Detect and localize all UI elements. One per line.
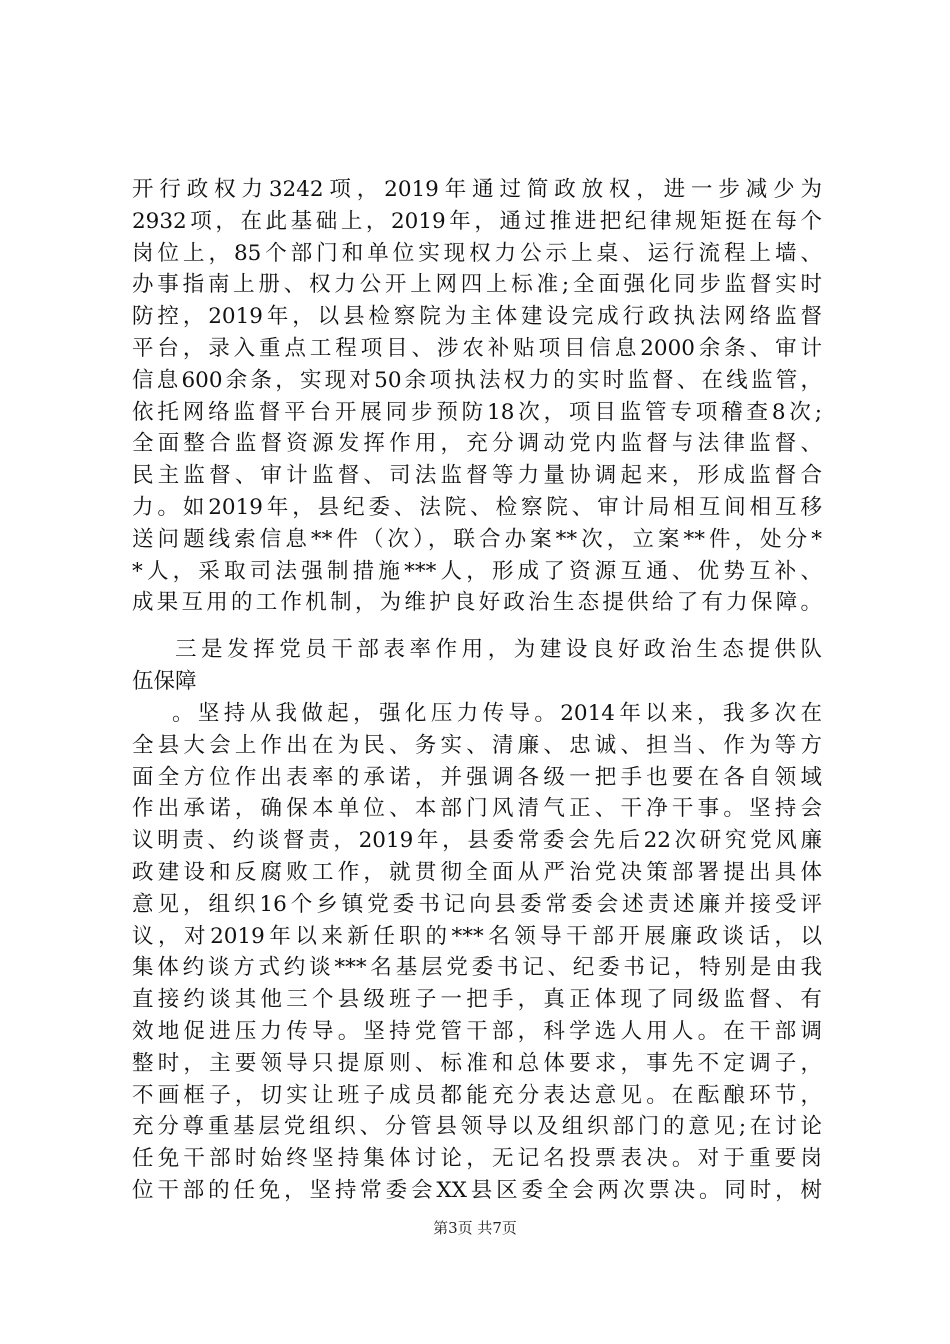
body-paragraph-2: [132, 698, 822, 1207]
text-line: 议明责、约谈督责，2019年，县委常委会先后22次研究党风廉: [132, 828, 822, 854]
text-line: 不画框子，切实让班子成员都能充分表达意见。在酝酿环节，: [132, 1082, 822, 1108]
text-line: 充分尊重基层党组织、分管县领导以及组织部门的意见;在讨论: [132, 1114, 822, 1140]
text-line: 平台，录入重点工程项目、涉农补贴项目信息2000余条、审计: [132, 335, 822, 361]
page-footer: 第3页 共7页: [433, 1219, 517, 1237]
text-line: 整时，主要领导只提原则、标准和总体要求，事先不定调子，: [132, 1050, 822, 1076]
heading-line: 三是发挥党员干部表率作用，为建设良好政治生态提供队: [175, 637, 822, 662]
body-paragraph-1: [132, 174, 822, 619]
text-line: 全面整合监督资源发挥作用，充分调动党内监督与法律监督、: [132, 431, 822, 457]
text-line: 全县大会上作出在为民、务实、清廉、忠诚、担当、作为等方: [132, 732, 822, 758]
text-line: 成果互用的工作机制，为维护良好政治生态提供给了有力保障。: [132, 590, 822, 616]
text-line: 民主监督、审计监督、司法监督等力量协调起来，形成监督合: [132, 463, 822, 489]
text-line: 任免干部时始终坚持集体讨论，无记名投票表决。对于重要岗: [132, 1146, 822, 1172]
text-line: 力。如2019年，县纪委、法院、检察院、审计局相互间相互移: [132, 494, 822, 520]
text-line: 直接约谈其他三个县级班子一把手，真正体现了同级监督、有: [132, 987, 822, 1013]
text-line: 集体约谈方式约谈***名基层党委书记、纪委书记，特别是由我: [132, 955, 822, 981]
text-line: 政建设和反腐败工作，就贯彻全面从严治党决策部署提出具体: [132, 859, 822, 885]
text-line: 2932项，在此基础上，2019年，通过推进把纪律规矩挺在每个: [132, 208, 822, 234]
text-line: 送问题线索信息**件（次），联合办案**次，立案**件，处分*: [132, 526, 822, 552]
text-line: 信息600余条，实现对50余项执法权力的实时监督、在线监管，: [132, 367, 822, 393]
text-line: 位干部的任免，坚持常委会XX县区委全会两次票决。同时，树: [132, 1177, 822, 1203]
text-line: 面全方位作出表率的承诺，并强调各级一把手也要在各自领域: [132, 764, 822, 790]
text-line: 岗位上，85个部门和单位实现权力公示上桌、运行流程上墙、: [132, 240, 822, 266]
text-line: *人，采取司法强制措施***人，形成了资源互通、优势互补、: [132, 558, 822, 584]
text-line: 。坚持从我做起，强化压力传导。2014年以来，我多次在: [172, 701, 822, 726]
heading-line: 伍保障: [132, 668, 197, 694]
text-line: 议，对2019年以来新任职的***名领导干部开展廉政谈话，以: [132, 923, 822, 949]
section-heading: [132, 634, 822, 698]
text-line: 开行政权力3242项，2019年通过简政放权，进一步减少为: [132, 177, 822, 202]
text-line: 效地促进压力传导。坚持党管干部，科学选人用人。在干部调: [132, 1018, 822, 1044]
text-line: 作出承诺，确保本单位、本部门风清气正、干净干事。坚持会: [132, 796, 822, 822]
text-line: 防控，2019年，以县检察院为主体建设完成行政执法网络监督: [132, 304, 822, 330]
text-line: 依托网络监督平台开展同步预防18次，项目监管专项稽查8次;: [132, 399, 822, 425]
text-line: 办事指南上册、权力公开上网四上标准;全面强化同步监督实时: [132, 272, 822, 298]
text-line: 意见，组织16个乡镇党委书记向县委常委会述责述廉并接受评: [132, 891, 822, 917]
